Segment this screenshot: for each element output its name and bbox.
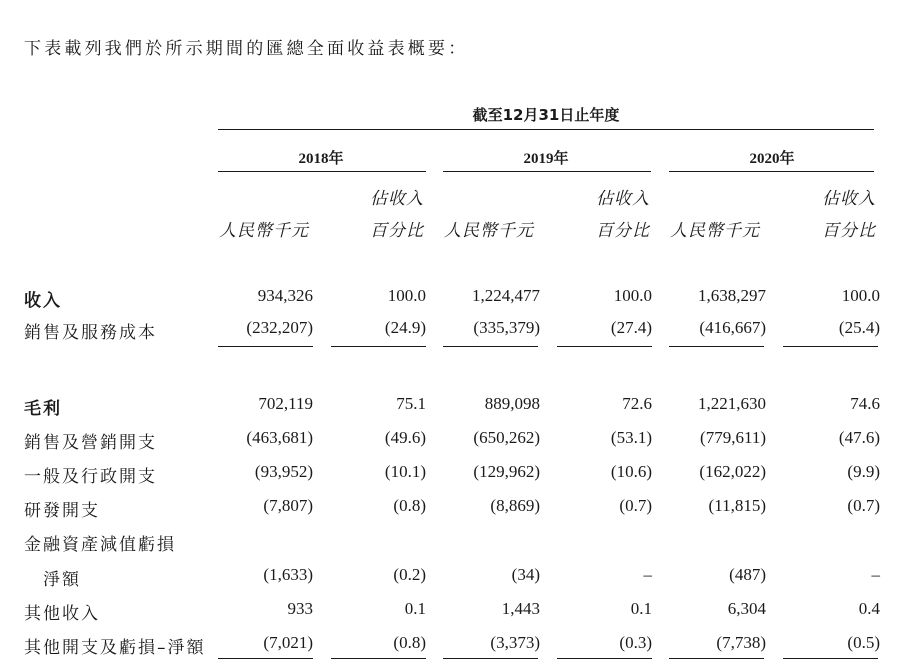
row-label: 毛利 bbox=[24, 399, 62, 419]
col-rmb-2020: 人民幣千元 bbox=[670, 221, 760, 241]
cell-pct-2020: 100.0 bbox=[841, 286, 880, 305]
cell-pct-2018: 100.0 bbox=[387, 286, 426, 305]
row-label: 銷售及服務成本 bbox=[24, 323, 157, 343]
subtotal-rule bbox=[669, 346, 764, 347]
cell-rmb-2020: (162,022) bbox=[699, 462, 766, 481]
cell-pct-2020: (0.7) bbox=[847, 496, 880, 515]
cell-pct-2019: (53.1) bbox=[610, 428, 652, 447]
cell-pct-2020: – bbox=[871, 565, 880, 584]
cell-rmb-2020: (416,667) bbox=[699, 318, 766, 337]
cell-rmb-2019: (129,962) bbox=[473, 462, 540, 481]
row-label: 一般及行政開支 bbox=[24, 467, 157, 487]
cell-rmb-2019: (34) bbox=[511, 565, 540, 584]
bottom-rule bbox=[443, 658, 538, 659]
year-2020: 2020年 bbox=[749, 151, 795, 167]
year-2019: 2019年 bbox=[523, 151, 569, 167]
cell-pct-2019: (10.6) bbox=[610, 462, 652, 481]
cell-pct-2018: (0.8) bbox=[393, 496, 426, 515]
cell-pct-2020: 0.4 bbox=[858, 599, 880, 618]
cell-rmb-2018: 933 bbox=[287, 599, 313, 618]
col-pct-2018-line1: 佔收入 bbox=[370, 189, 424, 209]
col-rmb-2019: 人民幣千元 bbox=[444, 221, 534, 241]
cell-pct-2019: (0.7) bbox=[619, 496, 652, 515]
bottom-rule bbox=[557, 658, 652, 659]
row-label: 研發開支 bbox=[24, 501, 100, 521]
cell-pct-2018: (10.1) bbox=[384, 462, 426, 481]
subtotal-rule bbox=[218, 346, 313, 347]
col-pct-2020-line2: 百分比 bbox=[822, 221, 876, 241]
cell-rmb-2019: 889,098 bbox=[484, 394, 540, 413]
cell-rmb-2019: 1,443 bbox=[501, 599, 540, 618]
cell-pct-2019: – bbox=[643, 565, 652, 584]
row-label: 金融資產減值虧損 bbox=[24, 535, 176, 555]
cell-rmb-2020: (779,611) bbox=[700, 428, 766, 447]
year-rule-2020 bbox=[669, 171, 874, 172]
cell-rmb-2018: (1,633) bbox=[263, 565, 313, 584]
col-rmb-2018: 人民幣千元 bbox=[219, 221, 309, 241]
cell-rmb-2018: 702,119 bbox=[258, 394, 313, 413]
cell-rmb-2020: (11,815) bbox=[708, 496, 766, 515]
cell-rmb-2019: (335,379) bbox=[473, 318, 540, 337]
cell-rmb-2020: 6,304 bbox=[727, 599, 766, 618]
subtotal-rule bbox=[557, 346, 652, 347]
cell-pct-2018: (49.6) bbox=[384, 428, 426, 447]
subtotal-rule bbox=[783, 346, 878, 347]
cell-rmb-2018: (7,807) bbox=[263, 496, 313, 515]
cell-pct-2018: (0.2) bbox=[393, 565, 426, 584]
bottom-rule bbox=[669, 658, 764, 659]
year-2018: 2018年 bbox=[298, 151, 344, 167]
subtotal-rule bbox=[331, 346, 426, 347]
cell-rmb-2018: (463,681) bbox=[246, 428, 313, 447]
cell-rmb-2020: 1,638,297 bbox=[698, 286, 766, 305]
cell-pct-2019: 72.6 bbox=[622, 394, 652, 413]
cell-pct-2020: 74.6 bbox=[850, 394, 880, 413]
period-rule bbox=[218, 129, 874, 130]
cell-rmb-2019: 1,224,477 bbox=[472, 286, 540, 305]
cell-pct-2018: (0.8) bbox=[393, 633, 426, 652]
col-pct-2020-line1: 佔收入 bbox=[822, 189, 876, 209]
period-header: 截至12月31日止年度 bbox=[472, 106, 620, 124]
cell-rmb-2019: (650,262) bbox=[473, 428, 540, 447]
row-label: 淨額 bbox=[24, 570, 81, 590]
bottom-rule bbox=[783, 658, 878, 659]
year-rule-2018 bbox=[218, 171, 426, 172]
cell-pct-2020: (0.5) bbox=[847, 633, 880, 652]
cell-pct-2019: (0.3) bbox=[619, 633, 652, 652]
intro-text: 下表載列我們於所示期間的匯總全面收益表概要： bbox=[24, 39, 469, 59]
year-rule-2019 bbox=[443, 171, 651, 172]
cell-pct-2018: 0.1 bbox=[404, 599, 426, 618]
cell-pct-2020: (47.6) bbox=[838, 428, 880, 447]
cell-rmb-2019: (3,373) bbox=[490, 633, 540, 652]
bottom-rule bbox=[218, 658, 313, 659]
cell-rmb-2020: 1,221,630 bbox=[698, 394, 766, 413]
cell-rmb-2018: 934,326 bbox=[257, 286, 313, 305]
cell-rmb-2019: (8,869) bbox=[490, 496, 540, 515]
cell-pct-2018: (24.9) bbox=[384, 318, 426, 337]
cell-rmb-2018: (93,952) bbox=[254, 462, 313, 481]
bottom-rule bbox=[331, 658, 426, 659]
row-label: 其他收入 bbox=[24, 604, 100, 624]
cell-rmb-2018: (232,207) bbox=[246, 318, 313, 337]
cell-pct-2020: (25.4) bbox=[838, 318, 880, 337]
row-label: 收入 bbox=[24, 291, 62, 311]
cell-pct-2018: 75.1 bbox=[396, 394, 426, 413]
cell-pct-2019: (27.4) bbox=[610, 318, 652, 337]
col-pct-2019-line2: 百分比 bbox=[596, 221, 650, 241]
cell-rmb-2018: (7,021) bbox=[263, 633, 313, 652]
cell-pct-2020: (9.9) bbox=[847, 462, 880, 481]
subtotal-rule bbox=[443, 346, 538, 347]
row-label: 其他開支及虧損–淨額 bbox=[24, 638, 206, 658]
row-label: 銷售及營銷開支 bbox=[24, 433, 157, 453]
cell-rmb-2020: (7,738) bbox=[716, 633, 766, 652]
cell-rmb-2020: (487) bbox=[729, 565, 766, 584]
col-pct-2018-line2: 百分比 bbox=[370, 221, 424, 241]
cell-pct-2019: 0.1 bbox=[630, 599, 652, 618]
col-pct-2019-line1: 佔收入 bbox=[596, 189, 650, 209]
cell-pct-2019: 100.0 bbox=[613, 286, 652, 305]
